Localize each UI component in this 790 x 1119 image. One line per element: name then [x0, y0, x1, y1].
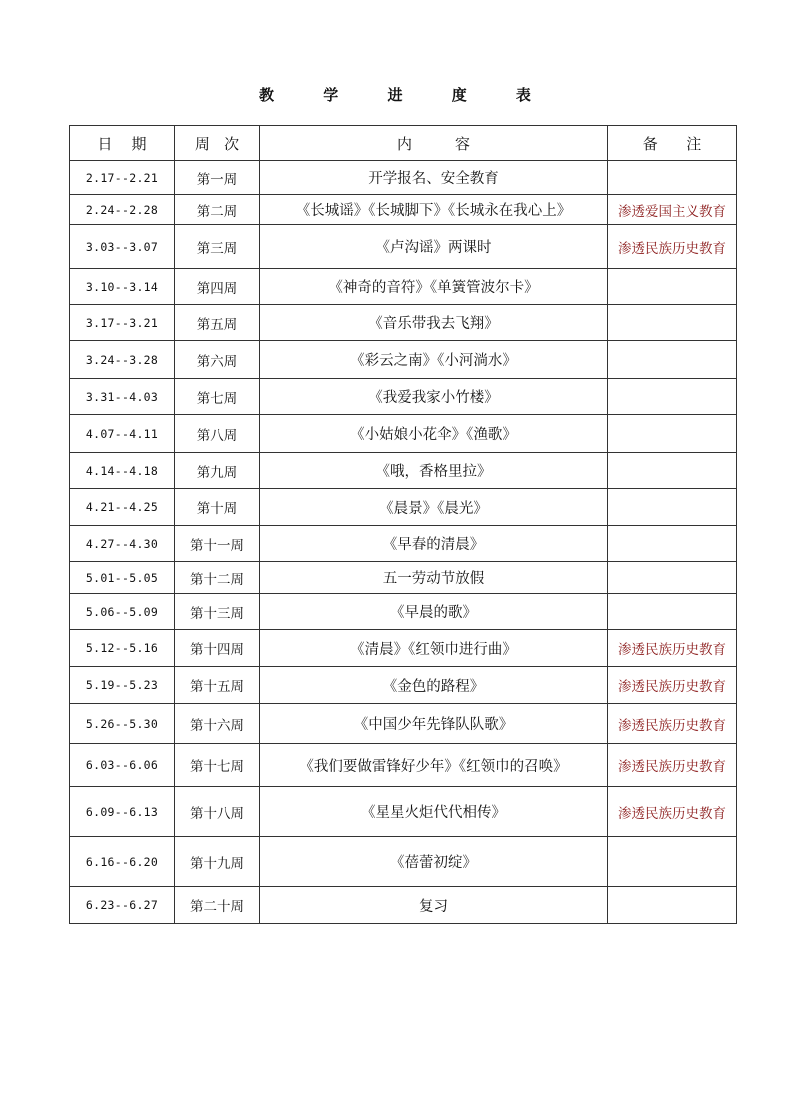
- content-cell: 《我们要做雷锋好少年》《红领巾的召唤》: [260, 744, 608, 787]
- schedule-body: [70, 161, 737, 924]
- note-cell: 渗透民族历史教育: [608, 225, 737, 269]
- table-row: [70, 269, 737, 305]
- content-cell: 《早春的清晨》: [260, 526, 608, 562]
- note-cell: [608, 379, 737, 415]
- week-cell: 第五周: [175, 305, 260, 341]
- date-cell: 5.19--5.23: [70, 667, 175, 704]
- table-row: [70, 837, 737, 887]
- table-row: [70, 594, 737, 630]
- date-cell: 6.03--6.06: [70, 744, 175, 787]
- week-cell: 第二周: [175, 195, 260, 225]
- week-cell: 第十四周: [175, 630, 260, 667]
- content-cell: 《小姑娘小花伞》《渔歌》: [260, 415, 608, 453]
- date-cell: 6.09--6.13: [70, 787, 175, 837]
- header-row: [70, 126, 737, 161]
- note-cell: [608, 562, 737, 594]
- table-row: [70, 489, 737, 526]
- content-cell: 《清晨》《红领巾进行曲》: [260, 630, 608, 667]
- date-cell: 5.06--5.09: [70, 594, 175, 630]
- note-cell: 渗透爱国主义教育: [608, 195, 737, 225]
- content-cell: 《长城谣》《长城脚下》《长城永在我心上》: [260, 195, 608, 225]
- note-cell: [608, 887, 737, 924]
- note-cell: 渗透民族历史教育: [608, 744, 737, 787]
- date-cell: 5.01--5.05: [70, 562, 175, 594]
- content-cell: 《中国少年先锋队队歌》: [260, 704, 608, 744]
- table-row: [70, 667, 737, 704]
- header-content: 内 容: [260, 126, 608, 161]
- date-cell: 3.17--3.21: [70, 305, 175, 341]
- week-cell: 第九周: [175, 453, 260, 489]
- page-title: 教 学 进 度 表: [259, 86, 553, 104]
- content-cell: 《神奇的音符》《单簧管波尔卡》: [260, 269, 608, 305]
- note-cell: [608, 594, 737, 630]
- week-cell: 第十一周: [175, 526, 260, 562]
- date-cell: 4.27--4.30: [70, 526, 175, 562]
- header-date: 日 期: [70, 126, 175, 161]
- week-cell: 第十周: [175, 489, 260, 526]
- date-cell: 3.10--3.14: [70, 269, 175, 305]
- date-cell: 5.12--5.16: [70, 630, 175, 667]
- table-row: [70, 787, 737, 837]
- table-row: [70, 744, 737, 787]
- note-cell: 渗透民族历史教育: [608, 630, 737, 667]
- note-cell: [608, 837, 737, 887]
- content-cell: 《早晨的歌》: [260, 594, 608, 630]
- week-cell: 第六周: [175, 341, 260, 379]
- week-cell: 第十五周: [175, 667, 260, 704]
- note-cell: [608, 526, 737, 562]
- date-cell: 6.16--6.20: [70, 837, 175, 887]
- date-cell: 6.23--6.27: [70, 887, 175, 924]
- week-cell: 第二十周: [175, 887, 260, 924]
- note-cell: [608, 453, 737, 489]
- header-note: 备 注: [608, 126, 737, 161]
- content-cell: 《星星火炬代代相传》: [260, 787, 608, 837]
- week-cell: 第十九周: [175, 837, 260, 887]
- date-cell: 4.21--4.25: [70, 489, 175, 526]
- date-cell: 2.24--2.28: [70, 195, 175, 225]
- content-cell: 《卢沟谣》两课时: [260, 225, 608, 269]
- table-row: [70, 453, 737, 489]
- date-cell: 3.03--3.07: [70, 225, 175, 269]
- content-cell: 开学报名、安全教育: [260, 161, 608, 195]
- date-cell: 3.24--3.28: [70, 341, 175, 379]
- table-row: [70, 415, 737, 453]
- content-cell: 《彩云之南》《小河淌水》: [260, 341, 608, 379]
- table-row: [70, 161, 737, 195]
- note-cell: [608, 341, 737, 379]
- schedule-table: [69, 125, 737, 924]
- header-week: 周 次: [175, 126, 260, 161]
- content-cell: 五一劳动节放假: [260, 562, 608, 594]
- week-cell: 第十三周: [175, 594, 260, 630]
- week-cell: 第八周: [175, 415, 260, 453]
- content-cell: 《晨景》《晨光》: [260, 489, 608, 526]
- table-row: [70, 341, 737, 379]
- note-cell: 渗透民族历史教育: [608, 704, 737, 744]
- table-row: [70, 195, 737, 225]
- content-cell: 《我爱我家小竹楼》: [260, 379, 608, 415]
- table-row: [70, 630, 737, 667]
- note-cell: [608, 269, 737, 305]
- content-cell: 《金色的路程》: [260, 667, 608, 704]
- table-row: [70, 225, 737, 269]
- content-cell: 《哦，香格里拉》: [260, 453, 608, 489]
- table-row: [70, 305, 737, 341]
- week-cell: 第一周: [175, 161, 260, 195]
- week-cell: 第七周: [175, 379, 260, 415]
- table-row: [70, 379, 737, 415]
- week-cell: 第十七周: [175, 744, 260, 787]
- note-cell: [608, 489, 737, 526]
- note-cell: [608, 305, 737, 341]
- table-row: [70, 526, 737, 562]
- date-cell: 3.31--4.03: [70, 379, 175, 415]
- week-cell: 第四周: [175, 269, 260, 305]
- note-cell: 渗透民族历史教育: [608, 667, 737, 704]
- content-cell: 复习: [260, 887, 608, 924]
- note-cell: [608, 161, 737, 195]
- note-cell: [608, 415, 737, 453]
- table-row: [70, 887, 737, 924]
- content-cell: 《音乐带我去飞翔》: [260, 305, 608, 341]
- week-cell: 第十二周: [175, 562, 260, 594]
- week-cell: 第十六周: [175, 704, 260, 744]
- note-cell: 渗透民族历史教育: [608, 787, 737, 837]
- date-cell: 2.17--2.21: [70, 161, 175, 195]
- date-cell: 4.07--4.11: [70, 415, 175, 453]
- week-cell: 第三周: [175, 225, 260, 269]
- table-row: [70, 704, 737, 744]
- date-cell: 4.14--4.18: [70, 453, 175, 489]
- table-row: [70, 562, 737, 594]
- date-cell: 5.26--5.30: [70, 704, 175, 744]
- week-cell: 第十八周: [175, 787, 260, 837]
- content-cell: 《蓓蕾初绽》: [260, 837, 608, 887]
